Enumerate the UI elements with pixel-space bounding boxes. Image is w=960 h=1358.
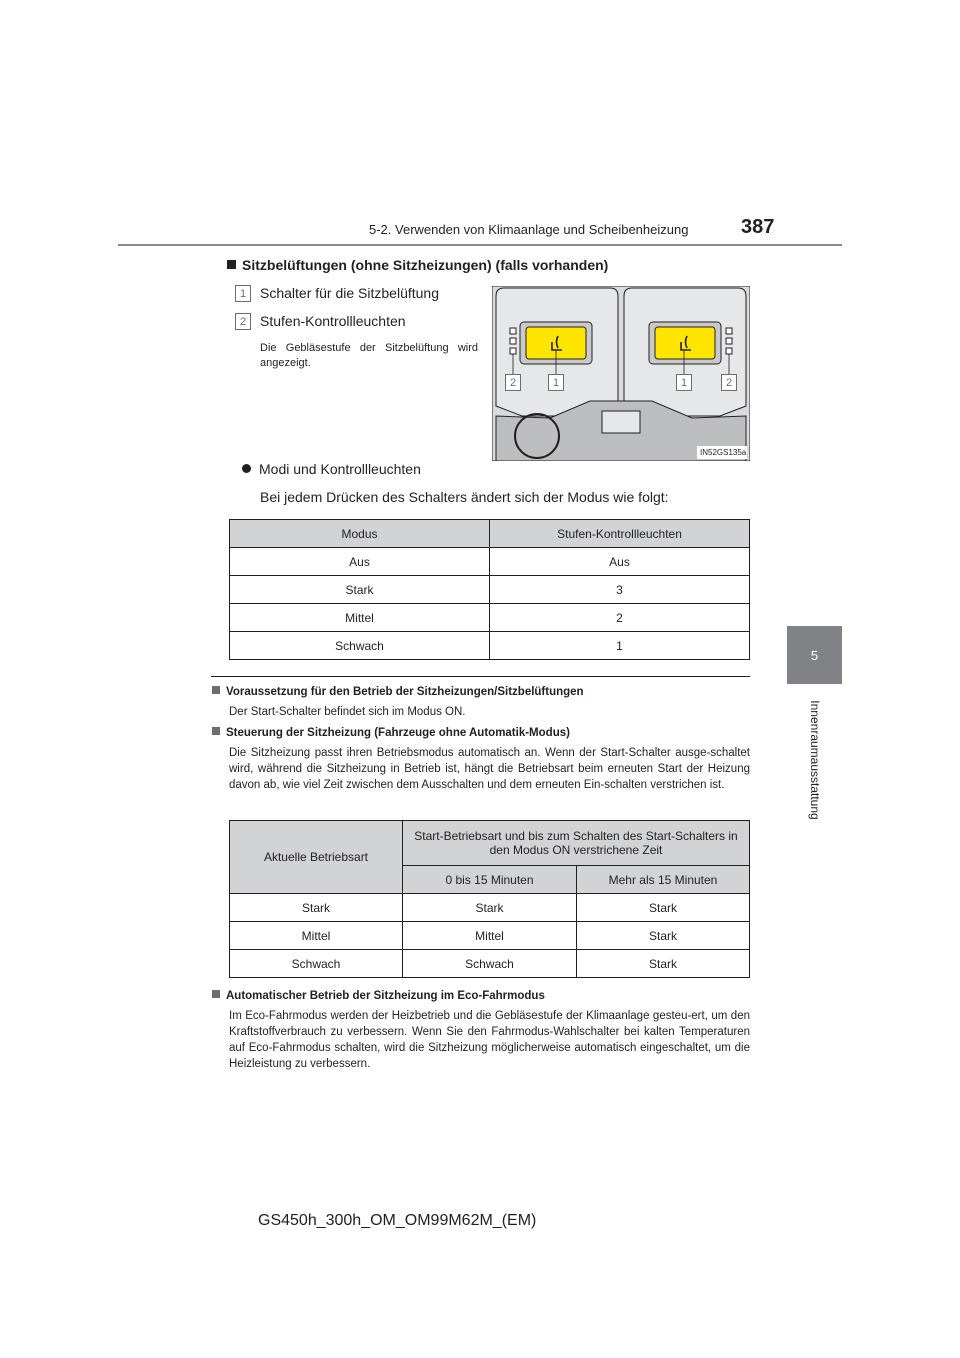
bullet-dot-icon — [242, 464, 251, 473]
table-row — [230, 922, 750, 950]
table-cell: Aus — [490, 548, 750, 576]
table-cell: Stark — [230, 576, 490, 604]
note-body: Die Sitzheizung passt ihren Betriebsmodus automatisch an. Wenn der Start-Schalter ausge-schaltet wird, während die Sitzheizung in Betrieb ist, hängt die Betriebsart beim erneuten Start der Heizung davon ab, wie viel Zeit zwischen dem Ausschalten und dem erneuten Ein-schalten verstrichen ist. — [229, 747, 750, 791]
table-header: Stufen-Kontrollleuchten — [490, 520, 750, 548]
legend-description: Die Gebläsestufe der Sitzbelüftung wird angezeigt. — [260, 342, 478, 369]
table-cell: 2 — [490, 604, 750, 632]
table-cell: Schwach — [230, 950, 403, 978]
table-row — [230, 604, 750, 632]
chapter-number: 5 — [810, 647, 819, 663]
table-cell: Stark — [577, 922, 750, 950]
table-cell: Mittel — [230, 604, 490, 632]
table-cell: Schwach — [230, 632, 490, 660]
table-cell: Mittel — [230, 922, 403, 950]
table-subheader: Mehr als 15 Minuten — [577, 866, 750, 894]
note-title-text: Automatischer Betrieb der Sitzheizung im Eco-Fahrmodus — [226, 990, 545, 1002]
table-row — [230, 548, 750, 576]
table-row — [230, 894, 750, 922]
modes-bullet-text: Modi und Kontrollleuchten — [259, 461, 421, 477]
modes-bullet — [242, 461, 421, 477]
table-header: Start-Betriebsart und bis zum Schalten des Start-Schalters in den Modus ON verstrichene Zeit — [403, 821, 750, 866]
table-subheader: 0 bis 15 Minuten — [403, 866, 577, 894]
legend-number-1: 1 — [235, 285, 251, 302]
table-cell: Aus — [230, 548, 490, 576]
legend-label-2: Stufen-Kontrollleuchten — [260, 313, 406, 329]
table-cell: 3 — [490, 576, 750, 604]
section-title — [227, 257, 608, 273]
table-cell: Stark — [577, 894, 750, 922]
modes-table — [229, 519, 750, 660]
document-code: GS450h_300h_OM_OM99M62M_(EM) — [258, 1212, 537, 1229]
table-cell: Stark — [230, 894, 403, 922]
table-cell: Stark — [577, 950, 750, 978]
table-cell: Stark — [403, 894, 577, 922]
table-cell: 1 — [490, 632, 750, 660]
square-bullet-icon — [212, 727, 220, 735]
table-cell: Mittel — [403, 922, 577, 950]
chapter-label-text: Innenraumausstattung — [808, 700, 822, 820]
table-row — [230, 576, 750, 604]
illustration-code: IN52GS135a — [700, 448, 747, 457]
page-number: 387 — [741, 216, 775, 238]
note-body: Der Start-Schalter befindet sich im Modus ON. — [229, 706, 466, 718]
legend-number-2: 2 — [235, 313, 251, 330]
note-body: Im Eco-Fahrmodus werden der Heizbetrieb und die Gebläsestufe der Klimaanlage gesteu-ert, um den Kraftstoffverbrauch zu verbessern. Wenn Sie den Fahrmodus-Wahlschalter bei kalten Temperaturen auf Eco-Fahrmodus schalten, wird die Sitzheizung möglicherweise automatisch eingeschaltet, um die Heizleistung zu verbessern. — [229, 1010, 750, 1070]
modes-intro: Bei jedem Drücken des Schalters ändert sich der Modus wie folgt: — [260, 489, 669, 505]
table-row — [230, 950, 750, 978]
chapter-tab[interactable] — [787, 626, 842, 684]
callout-2-left: 2 — [505, 374, 521, 391]
header-rule — [118, 244, 842, 246]
console-illustration — [492, 286, 750, 461]
square-bullet-icon — [212, 686, 220, 694]
note-title-text: Voraussetzung für den Betrieb der Sitzheizungen/Sitzbelüftungen — [226, 686, 584, 698]
callout-1-left: 1 — [548, 374, 564, 391]
note-title — [212, 990, 545, 1002]
running-header: 5-2. Verwenden von Klimaanlage und Scheibenheizung — [369, 222, 689, 237]
callout-1-right: 1 — [676, 374, 692, 391]
operation-mode-table — [229, 820, 750, 978]
note-title-text: Steuerung der Sitzheizung (Fahrzeuge ohne Automatik-Modus) — [226, 727, 570, 739]
section-title-text: Sitzbelüftungen (ohne Sitzheizungen) (falls vorhanden) — [242, 257, 609, 273]
table-header: Aktuelle Betriebsart — [230, 821, 403, 894]
square-bullet-icon — [227, 260, 236, 269]
note-title — [212, 727, 570, 739]
legend-label-1: Schalter für die Sitzbelüftung — [260, 285, 439, 301]
chapter-label — [760, 690, 870, 830]
notes-divider — [211, 676, 750, 677]
table-header: Modus — [230, 520, 490, 548]
note-title — [212, 686, 584, 698]
callout-2-right: 2 — [721, 374, 737, 391]
table-cell: Schwach — [403, 950, 577, 978]
square-bullet-icon — [212, 990, 220, 998]
table-row — [230, 632, 750, 660]
